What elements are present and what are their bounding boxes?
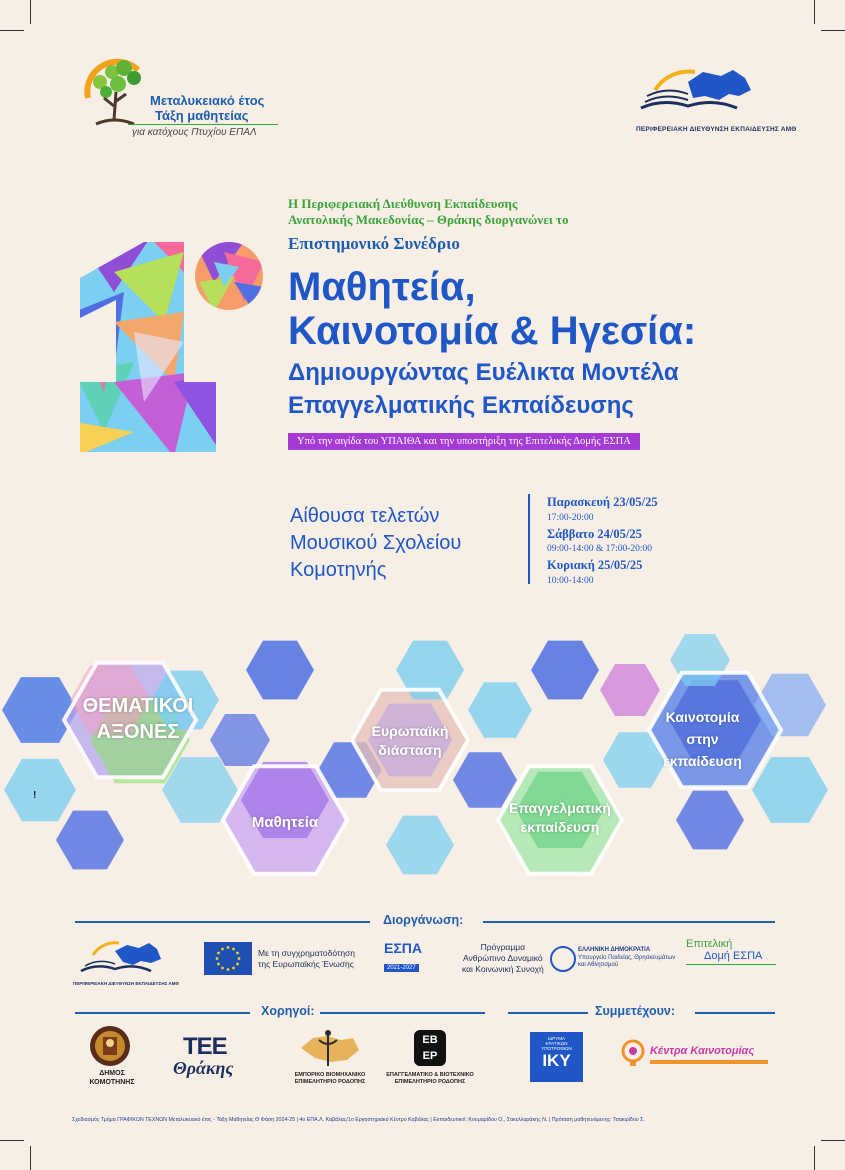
organizer-line2: Ανατολικής Μακεδονίας – Θράκης διοργανώνει το	[288, 212, 569, 227]
axis-european-line1: Ευρωπαϊκή	[371, 723, 449, 739]
eu-star-icon	[232, 948, 235, 951]
schedule-day-2: Σάββατο 24/05/25	[547, 527, 642, 541]
pdeamth-logo	[633, 60, 758, 125]
dimos-komotinis-emblem-icon	[88, 1024, 132, 1068]
eu-star-icon	[227, 968, 230, 971]
epitelikh-domh-logo	[686, 938, 776, 965]
hexagon-shape	[2, 677, 78, 743]
kentra-underline	[650, 1060, 768, 1064]
hexagon-shape	[468, 682, 532, 737]
program-line2: Ανθρώπινο Δυναμικό	[463, 953, 543, 963]
kentra-logo-icon	[620, 1038, 646, 1068]
axis-european-dimension	[350, 722, 470, 760]
logo-divider	[128, 124, 278, 125]
crop-mark	[814, 0, 815, 24]
crop-mark	[0, 1140, 24, 1141]
schedule-divider	[528, 494, 530, 584]
participants-line-right	[695, 1012, 775, 1014]
pdeamth-small-caption: ΠΕΡΙΦΕΡΕΙΑΚΗ ΔΙΕΥΘΥΝΣΗ ΕΚΠΑΙΔΕΥΣΗΣ ΑΜΘ	[73, 981, 179, 986]
axis-innovation-line3: εκπαίδευση	[663, 753, 742, 769]
organizer-line1: Η Περιφερειακή Διεύθυνση Εκπαίδευσης	[288, 196, 518, 211]
ed-line2: Δομή ΕΣΠΑ	[704, 950, 763, 962]
iky-small-line2: ΚΡΑΤΙΚΩΝ	[545, 1041, 568, 1046]
eu-star-icon	[221, 967, 224, 970]
axis-vocational-line2: εκπαίδευση	[520, 819, 600, 835]
gov-line1: ΕΛΛΗΝΙΚΗ ΔΗΜΟΚΡΑΤΙΑ	[578, 947, 651, 953]
dimos-name	[92, 1070, 132, 1078]
eu-star-icon	[217, 952, 220, 955]
espa-years: 2021-2027	[384, 964, 419, 972]
eu-line1: Με τη συγχρηματοδότηση	[258, 948, 356, 958]
espa-logo	[384, 941, 432, 974]
eu-star-icon	[236, 963, 239, 966]
axis-innovation-line2: στην	[686, 731, 719, 747]
venue-line3: Κομοτηνής	[290, 559, 387, 581]
iky-logo	[530, 1032, 583, 1082]
tee-logo: ΤΕΕ	[183, 1033, 227, 1060]
ebep-logo-icon: ΕΒ ΕΡ	[414, 1030, 446, 1066]
axis-innovation	[640, 706, 765, 772]
ebep-line1: ΕΠΑΓΓΕΛΜΑΤΙΚΟ & ΒΙΟΤΕΧΝΙΚΟ	[386, 1072, 474, 1078]
schedule-day-1: Παρασκευή 23/05/25	[547, 495, 658, 509]
sponsors-heading: Χορηγοί:	[261, 1004, 315, 1018]
logo-title-line2: Τάξη μαθητείας	[155, 108, 249, 123]
emporiko-line2: ΕΠΙΜΕΛΗΤΗΡΙΟ ΡΟΔΟΠΗΣ	[294, 1079, 366, 1085]
logo-subtitle: για κατόχους Πτυχίου ΕΠΑΛ	[132, 127, 257, 138]
axes-heading	[68, 693, 208, 745]
iky-letters: ΙΚΥ	[542, 1051, 571, 1070]
gov-line3: και Αθλητισμού	[578, 962, 619, 968]
emporiko-line1: ΕΜΠΟΡΙΚΟ ΒΙΟΜΗΧΑΝΙΚΟ	[294, 1072, 366, 1078]
tee-thrakis: Θράκης	[173, 1058, 234, 1078]
aegis-banner: Υπό την αιγίδα του ΥΠΑΙΘΑ και την υποστήριξη της Επιτελικής Δομής ΕΣΠΑ	[288, 433, 640, 450]
emporiko-name	[286, 1072, 374, 1086]
axis-european-line2: διάσταση	[378, 742, 442, 758]
axis-vocational-education	[495, 799, 625, 837]
crop-mark	[821, 30, 845, 31]
eu-star-icon	[217, 963, 220, 966]
title-line2: Καινοτομία & Ηγεσία:	[288, 309, 697, 353]
schedule-time-3: 10:00-14:00	[547, 576, 594, 586]
org-heading-line-right	[483, 921, 775, 923]
eu-flag-icon	[204, 942, 252, 975]
mosaic-number-one	[74, 232, 274, 457]
sponsors-line-left	[75, 1012, 250, 1014]
eu-star-icon	[238, 957, 241, 960]
schedule-time-2: 09:00-14:00 & 17:00-20:00	[547, 544, 653, 554]
program-line1: Πρόγραμμα	[480, 942, 526, 952]
ebep-name	[380, 1072, 480, 1086]
org-heading-line-left	[75, 921, 370, 923]
axis-innovation-line1: Καινοτομία	[665, 709, 740, 725]
ministry-text	[578, 947, 675, 970]
title-line1: Μαθητεία,	[288, 265, 476, 309]
ebep-line2: ΕΠΙΜΕΛΗΤΗΡΙΟ ΡΟΔΟΠΗΣ	[394, 1079, 466, 1085]
participants-line-left	[508, 1012, 588, 1014]
hexagon-shape	[676, 791, 744, 850]
eu-cofunding	[258, 948, 355, 970]
espa-title: ΕΣΠΑ	[384, 940, 422, 956]
conference-label: Επιστημονικό Συνέδριο	[288, 234, 460, 253]
ed-underline	[686, 964, 776, 965]
organization-heading: Διοργάνωση:	[383, 913, 464, 927]
program-line3: και Κοινωνική Συνοχή	[462, 964, 544, 974]
hexagon-shape	[531, 641, 599, 700]
emporiko-logo-icon	[293, 1028, 363, 1070]
kentra-kainotomias: Κέντρα Καινοτομίας	[650, 1045, 755, 1057]
crop-mark	[0, 30, 24, 31]
hexagon-shape	[246, 641, 314, 700]
axis-vocational-line1: Επαγγελματική	[509, 800, 611, 816]
axes-heading-line1: ΘΕΜΑΤΙΚΟΙ	[82, 695, 194, 717]
axis-apprenticeship: Μαθητεία	[251, 814, 319, 831]
hexagon-shape	[56, 811, 124, 870]
eu-star-icon	[216, 957, 219, 960]
dimos-line1: ΔΗΜΟΣ	[99, 1070, 125, 1077]
hexagon-shape	[4, 759, 76, 821]
sponsors-line-right	[320, 1012, 485, 1014]
eu-line2: της Ευρωπαϊκής Ένωσης	[258, 959, 354, 969]
hexagon-shape	[386, 816, 454, 875]
logo-title-line1: Μεταλυκειακό έτος	[150, 93, 265, 108]
subtitle-line1: Δημιουργώντας Ευέλικτα Μοντέλα	[288, 359, 679, 386]
eu-star-icon	[221, 948, 224, 951]
iky-small-line3: ΥΠΟΤΡΟΦΙΩΝ	[541, 1046, 572, 1051]
venue-line1: Αίθουσα τελετών	[290, 505, 440, 527]
footer-credits: Σχεδιασμός Τμήμα ΓΡΑΦΙΚΩΝ ΤΕΧΝΩΝ Μεταλυκειακό έτος - Τάξη Μαθητείας Θ Φάση 2024-25 | 4ο ΕΠΑ.Λ. Καβάλας/1ο Εργαστηριακό Κέντρο Καβάλας | Εκπαιδευτικοί: Κουμαρίδου Ο., Σακελλαράκης Ν. | Πρόταση μαθητευόμενης: Τσακιρίδου Σ.	[72, 1117, 645, 1123]
crop-mark	[821, 1140, 845, 1141]
ed-line1: Επιτελική	[686, 938, 733, 950]
axes-heading-line2: ΑΞΟΝΕΣ	[96, 721, 180, 743]
apprenticeship-tree-logo	[78, 58, 158, 138]
crop-mark	[30, 1146, 31, 1170]
venue-line2: Μουσικού Σχολείου	[290, 532, 462, 554]
pdeamth-logo-small	[75, 937, 170, 979]
schedule-time-1: 17:00-20:00	[547, 513, 594, 523]
pdeamth-caption: ΠΕΡΙΦΕΡΕΙΑΚΗ ΔΙΕΥΘΥΝΣΗ ΕΚΠΑΙΔΕΥΣΗΣ ΑΜΘ	[636, 126, 797, 133]
gov-line2: Υπουργείο Παιδείας, Θρησκευμάτων	[578, 954, 676, 961]
crop-mark	[814, 1146, 815, 1170]
eu-star-icon	[227, 946, 230, 949]
subtitle-line2: Επαγγελματικής Εκπαίδευσης	[288, 392, 634, 419]
axes-mark: !	[33, 790, 37, 801]
greek-emblem-icon	[550, 946, 576, 972]
iky-small-line1: ΙΔΡΥΜΑ	[547, 1036, 565, 1041]
eu-star-icon	[236, 952, 239, 955]
crop-mark	[30, 0, 31, 24]
program-name	[462, 942, 544, 975]
participants-heading: Συμμετέχουν:	[595, 1004, 675, 1018]
eu-star-icon	[232, 967, 235, 970]
schedule-day-3: Κυριακή 25/05/25	[547, 558, 643, 572]
dimos-city: ΚΟΜΟΤΗΝΗΣ	[89, 1079, 135, 1086]
